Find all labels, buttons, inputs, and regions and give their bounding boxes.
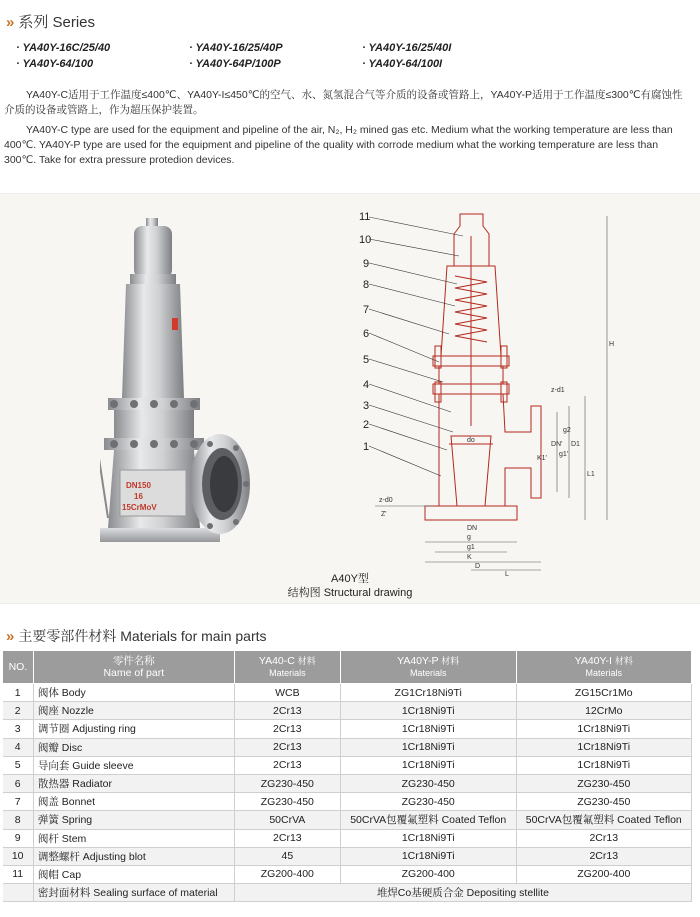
- part-number-label: 6: [363, 328, 370, 340]
- table-row: 9 阀杆 Stem 2Cr13 1Cr18Ni9Ti 2Cr13: [3, 829, 692, 847]
- dim-label: z-d0: [379, 497, 393, 504]
- sealing-value: 堆焊Co基硬质合金 Depositing stellite: [234, 884, 691, 902]
- materials-heading: [6, 626, 267, 646]
- part-number-label: 4: [363, 379, 370, 391]
- table-row: 5 导向套 Guide sleeve 2Cr13 1Cr18Ni9Ti 1Cr18Ni9Ti: [3, 756, 692, 774]
- dim-label: g2: [563, 427, 571, 434]
- dim-label: K1': [537, 455, 547, 462]
- header-no: NO.: [3, 651, 34, 684]
- model-list: [16, 42, 696, 74]
- drawing-caption: 结构图 Structural drawing: [287, 587, 413, 599]
- dim-label: DN': [551, 441, 563, 448]
- dim-label: g1: [467, 544, 475, 551]
- part-number-label: 3: [363, 400, 370, 412]
- description-english: YA40Y-C type are used for the equipment and pipeline of the air, N₂, H₂ mined gas etc. Medium what the working temperature are less than 400℃. YA40Y-P type are used for the equipment and pipeline of the quality with corrode medium what the working temperature are less than 300℃. Take for extra pressure protedion devices.: [4, 124, 673, 166]
- part-number-label: 5: [363, 354, 370, 366]
- dim-label: g: [467, 534, 471, 541]
- dim-label: H: [609, 341, 615, 348]
- table-row: 8 弹簧 Spring 50CrVA 50CrVA包覆氟塑料 Coated Teflon 50CrVA包覆氟塑料 Coated Teflon: [3, 811, 692, 829]
- table-row: 2 阀座 Nozzle 2Cr13 1Cr18Ni9Ti 12CrMo: [3, 702, 692, 720]
- dim-label: DN: [467, 525, 478, 532]
- table-row: 1 阀体 Body WCB ZG1Cr18Ni9Ti ZG15Cr1Mo: [3, 684, 692, 702]
- chevron-icon: »: [6, 628, 15, 645]
- photo-label-line1: DN150: [126, 481, 151, 490]
- figure-panel: [0, 193, 700, 604]
- dim-label: D1: [571, 441, 580, 448]
- model-item: · YA40Y-64/100I: [362, 58, 443, 70]
- chevron-icon: »: [6, 14, 15, 31]
- model-item: · YA40Y-64P/100P: [189, 58, 281, 70]
- table-header-row: [3, 651, 692, 684]
- model-item: · YA40Y-16/25/40P: [189, 42, 283, 54]
- structural-drawing: [355, 206, 645, 578]
- series-heading: [6, 11, 95, 32]
- drawing-caption-model: A40Y型: [331, 573, 369, 585]
- table-row: 7 阀盖 Bonnet ZG230-450 ZG230-450 ZG230-450: [3, 793, 692, 811]
- dim-label: K: [467, 554, 472, 561]
- header-p-materials: YA40Y-P 材料 Materials: [340, 651, 516, 684]
- dim-label: D: [475, 563, 481, 570]
- dim-label: Z': [381, 511, 387, 518]
- photo-label-line2: 16: [134, 492, 143, 501]
- model-item: · YA40Y-64/100: [16, 58, 94, 70]
- header-c-materials: YA40-C 材料 Materials: [234, 651, 340, 684]
- model-item: · YA40Y-16/25/40I: [362, 42, 452, 54]
- dim-label: z-d1: [551, 387, 565, 394]
- sealing-row: [3, 884, 692, 902]
- dim-label: L: [505, 571, 509, 578]
- dim-label: do: [467, 437, 475, 444]
- header-i-materials: YA40Y-I 材料 Materials: [516, 651, 692, 684]
- series-title: 系列 Series: [18, 14, 96, 31]
- table-row: 4 阀瓣 Disc 2Cr13 1Cr18Ni9Ti 1Cr18Ni9Ti: [3, 738, 692, 756]
- materials-title: 主要零部件材料 Materials for main parts: [18, 628, 267, 644]
- part-number-label: 11: [359, 211, 371, 223]
- part-number-label: 2: [363, 419, 370, 431]
- table-row: 11 阀帽 Cap ZG200-400 ZG200-400 ZG200-400: [3, 865, 692, 883]
- header-part: 零件名称 Name of part: [33, 651, 234, 684]
- dim-label: L1: [587, 471, 595, 478]
- part-number-label: 9: [363, 258, 370, 270]
- table-row: 10 调整螺杆 Adjusting blot 45 1Cr18Ni9Ti 2Cr13: [3, 847, 692, 865]
- table-row: 3 调节圈 Adjusting ring 2Cr13 1Cr18Ni9Ti 1Cr18Ni9Ti: [3, 720, 692, 738]
- part-number-label: 1: [363, 441, 370, 453]
- part-number-label: 10: [359, 234, 372, 246]
- table-row: 6 散热器 Radiator ZG230-450 ZG230-450 ZG230-450: [3, 774, 692, 792]
- model-item: · YA40Y-16C/25/40: [16, 42, 111, 54]
- photo-label-line3: 15CrMoV: [122, 503, 157, 512]
- sealing-label: 密封面材料 Sealing surface of material: [33, 884, 234, 902]
- description-chinese: YA40Y-C适用于工作温度≤400℃、YA40Y-I≤450℃的空气、水、氮氢混合气等介质的设备或管路上，YA40Y-P适用于工作温度≤300℃有腐蚀性介质的设备或管路上，作为超压保护装置。: [4, 89, 683, 116]
- materials-table: [2, 650, 692, 902]
- part-number-label: 7: [363, 304, 370, 316]
- part-number-label: 8: [363, 279, 370, 291]
- dim-label: g1': [559, 451, 569, 458]
